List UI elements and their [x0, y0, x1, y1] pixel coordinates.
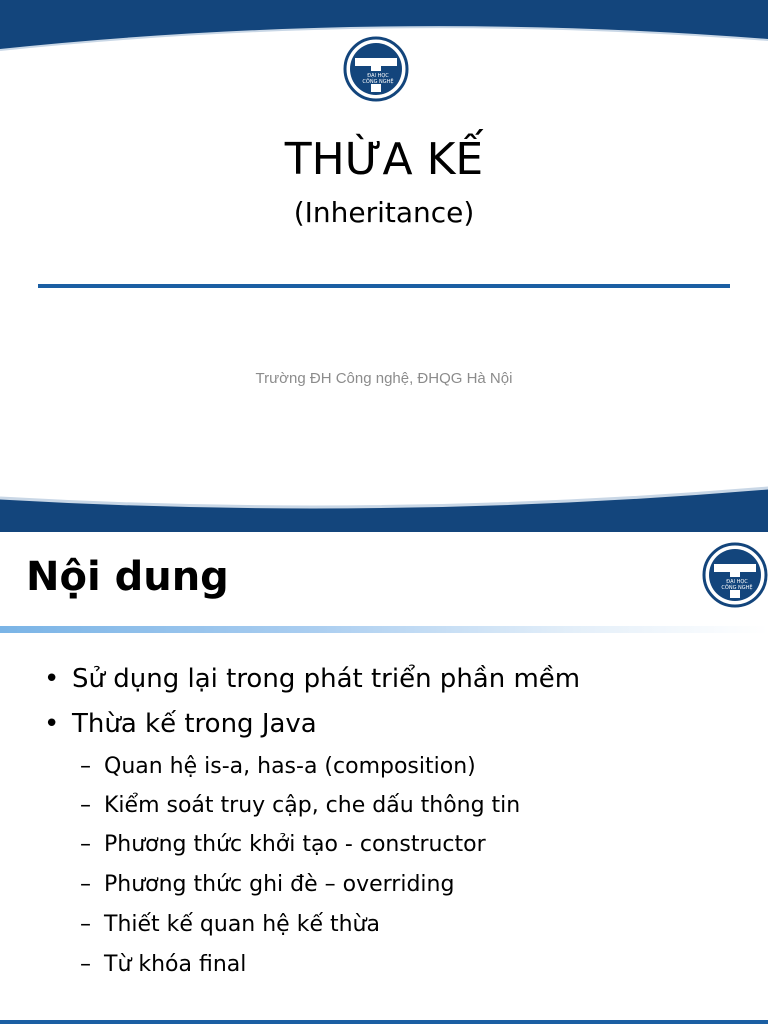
sub-bullet-marker: –	[80, 832, 91, 857]
logo-text-bottom: CÔNG NGHỆ	[362, 79, 394, 85]
heading-gradient-rule	[0, 626, 768, 633]
slide-title: THỪA KẾ	[284, 134, 484, 185]
bullet-marker: •	[44, 664, 60, 694]
sub-list-item	[80, 949, 246, 981]
sub-list-item-text: Từ khóa final	[104, 952, 247, 977]
institution-label: Trường ĐH Công nghệ, ĐHQG Hà Nội	[255, 370, 513, 387]
list-item-text: Thừa kế trong Java	[72, 709, 317, 739]
university-logo-icon	[702, 542, 768, 608]
sub-bullet-marker: –	[80, 912, 91, 937]
university-logo-icon	[343, 36, 409, 102]
title-divider	[38, 284, 730, 288]
sub-list-item	[80, 751, 476, 783]
sub-list-item-text: Phương thức ghi đè – overriding	[104, 872, 455, 897]
sub-bullet-marker: –	[80, 872, 91, 897]
list-item	[44, 661, 580, 697]
sub-list-item-text: Phương thức khởi tạo - constructor	[104, 832, 486, 857]
sub-list-item	[80, 829, 486, 861]
logo-text-top: ĐẠI HỌC	[367, 73, 389, 79]
sub-bullet-marker: –	[80, 754, 91, 779]
bottom-accent-strip	[0, 1020, 768, 1024]
logo-text-top: ĐẠI HỌC	[726, 579, 748, 585]
sub-list-item	[80, 869, 454, 901]
slide-subtitle: (Inheritance)	[293, 196, 475, 229]
section-heading: Nội dung	[26, 554, 229, 600]
sub-list-item	[80, 790, 520, 822]
list-item-text: Sử dụng lại trong phát triển phần mềm	[72, 664, 581, 694]
sub-bullet-marker: –	[80, 952, 91, 977]
list-item	[44, 706, 317, 742]
logo-text-bottom: CÔNG NGHỆ	[721, 585, 753, 591]
sub-list-item	[80, 909, 380, 941]
sub-list-item-text: Kiểm soát truy cập, che dấu thông tin	[104, 793, 521, 818]
bottom-navy-band	[0, 480, 768, 532]
bullet-marker: •	[44, 709, 60, 739]
sub-list-item-text: Thiết kế quan hệ kế thừa	[104, 912, 380, 937]
sub-list-item-text: Quan hệ is-a, has-a (composition)	[104, 754, 476, 779]
sub-bullet-marker: –	[80, 793, 91, 818]
